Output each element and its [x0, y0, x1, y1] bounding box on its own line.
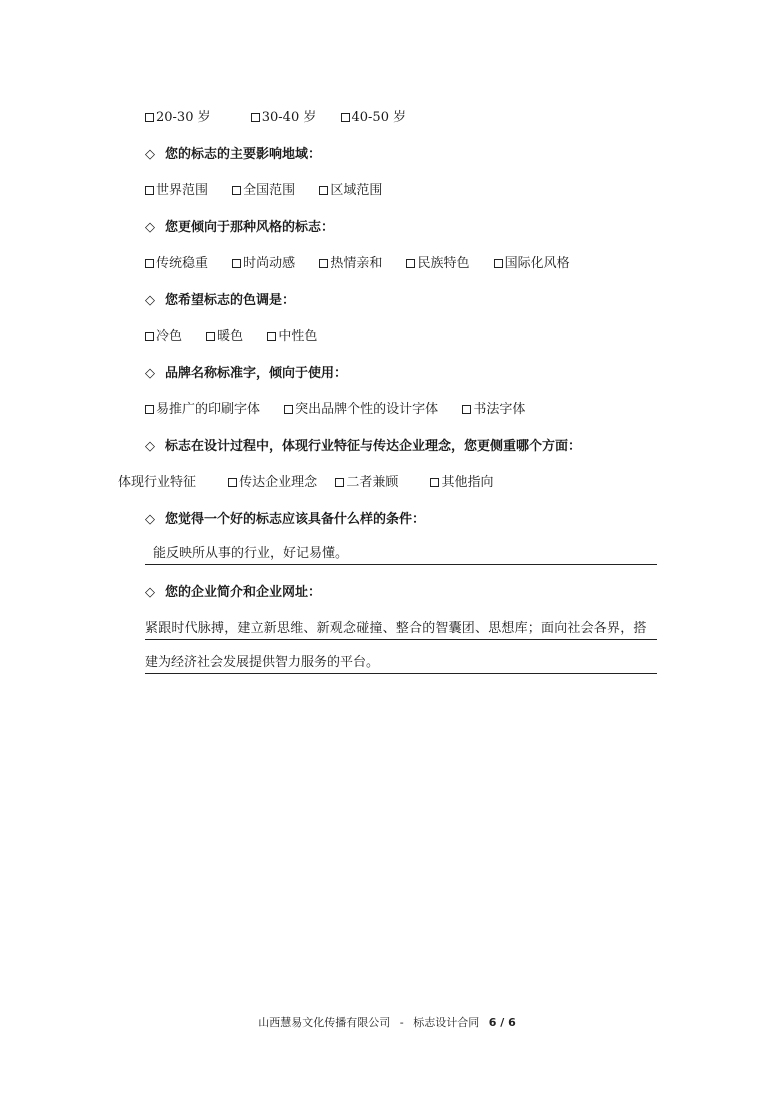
option-calligraphy[interactable]: 书法字体	[462, 401, 525, 419]
diamond-bullet-icon: ◇	[145, 147, 155, 162]
checkbox-icon[interactable]	[232, 186, 241, 195]
option-world[interactable]: 世界范围	[145, 182, 208, 200]
option-warm-color[interactable]: 暖色	[206, 328, 243, 346]
option-concept[interactable]: 传达企业理念	[228, 474, 317, 492]
checkbox-icon[interactable]	[145, 186, 154, 195]
age-option-30-40[interactable]: 30-40 岁	[251, 109, 317, 127]
question-color: ◇ 您希望标志的色调是：	[145, 293, 296, 308]
diamond-bullet-icon: ◇	[145, 585, 155, 600]
option-design-font[interactable]: 突出品牌个性的设计字体	[284, 401, 438, 419]
option-industry[interactable]: 体现行业特征	[118, 475, 197, 490]
option-fashion[interactable]: 时尚动感	[232, 255, 295, 273]
checkbox-icon[interactable]	[145, 332, 154, 341]
checkbox-icon[interactable]	[228, 478, 237, 487]
option-regional[interactable]: 区域范围	[319, 182, 382, 200]
checkbox-icon[interactable]	[232, 259, 241, 268]
question-influence-region: ◇ 您的标志的主要影响地域：	[145, 147, 322, 162]
checkbox-icon[interactable]	[319, 186, 328, 195]
checkbox-icon[interactable]	[284, 405, 293, 414]
question-style: ◇ 您更倾向于那种风格的标志：	[145, 220, 335, 235]
checkbox-icon[interactable]	[430, 478, 439, 487]
font-options-row	[145, 401, 545, 419]
checkbox-icon[interactable]	[462, 405, 471, 414]
age-option-40-50[interactable]: 40-50 岁	[341, 109, 407, 127]
checkbox-icon[interactable]	[145, 405, 154, 414]
color-options-row	[145, 328, 337, 346]
checkbox-icon[interactable]	[145, 113, 154, 122]
checkbox-icon[interactable]	[267, 332, 276, 341]
age-option-20-30[interactable]: 20-30 岁	[145, 109, 211, 127]
intro-answer-line-2[interactable]: 建为经济社会发展提供智力服务的平台。	[145, 654, 657, 674]
checkbox-icon[interactable]	[341, 113, 350, 122]
checkbox-icon[interactable]	[335, 478, 344, 487]
diamond-bullet-icon: ◇	[145, 512, 155, 527]
style-options-row	[145, 255, 590, 273]
footer-doc-title: 标志设计合同	[413, 1016, 480, 1029]
diamond-bullet-icon: ◇	[145, 439, 155, 454]
intro-answer-line-1[interactable]: 紧跟时代脉搏，建立新思维、新观念碰撞、整合的智囊团、思想库；面向社会各界，搭	[145, 620, 657, 640]
footer-page-number: 6 / 6	[488, 1016, 516, 1029]
checkbox-icon[interactable]	[494, 259, 503, 268]
checkbox-icon[interactable]	[251, 113, 260, 122]
checkbox-icon[interactable]	[206, 332, 215, 341]
option-cool[interactable]: 冷色	[145, 328, 182, 346]
option-international[interactable]: 国际化风格	[494, 255, 570, 273]
diamond-bullet-icon: ◇	[145, 293, 155, 308]
question-conditions: ◇ 您觉得一个好的标志应该具备什么样的条件：	[145, 512, 426, 527]
option-traditional[interactable]: 传统稳重	[145, 255, 208, 273]
question-intro: ◇ 您的企业简介和企业网址：	[145, 585, 322, 600]
checkbox-icon[interactable]	[319, 259, 328, 268]
diamond-bullet-icon: ◇	[145, 366, 155, 381]
footer-company: 山西慧易文化传播有限公司	[258, 1016, 391, 1029]
page-footer	[0, 1014, 774, 1030]
option-national[interactable]: 全国范围	[232, 182, 295, 200]
influence-options-row	[145, 182, 402, 200]
option-print-font[interactable]: 易推广的印刷字体	[145, 401, 260, 419]
focus-options-row	[118, 474, 513, 492]
option-other[interactable]: 其他指向	[430, 474, 493, 492]
question-font: ◇ 品牌名称标准字，倾向于使用：	[145, 366, 348, 381]
diamond-bullet-icon: ◇	[145, 220, 155, 235]
age-options-row	[145, 109, 426, 127]
conditions-answer[interactable]: 能反映所从事的行业，好记易懂。	[145, 545, 657, 565]
option-both[interactable]: 二者兼顾	[335, 474, 398, 492]
checkbox-icon[interactable]	[406, 259, 415, 268]
checkbox-icon[interactable]	[145, 259, 154, 268]
question-focus: ◇ 标志在设计过程中，体现行业特征与传达企业理念，您更侧重哪个方面：	[145, 439, 582, 454]
option-ethnic[interactable]: 民族特色	[406, 255, 469, 273]
footer-separator: -	[399, 1016, 404, 1029]
option-neutral[interactable]: 中性色	[267, 328, 317, 346]
option-warm[interactable]: 热情亲和	[319, 255, 382, 273]
